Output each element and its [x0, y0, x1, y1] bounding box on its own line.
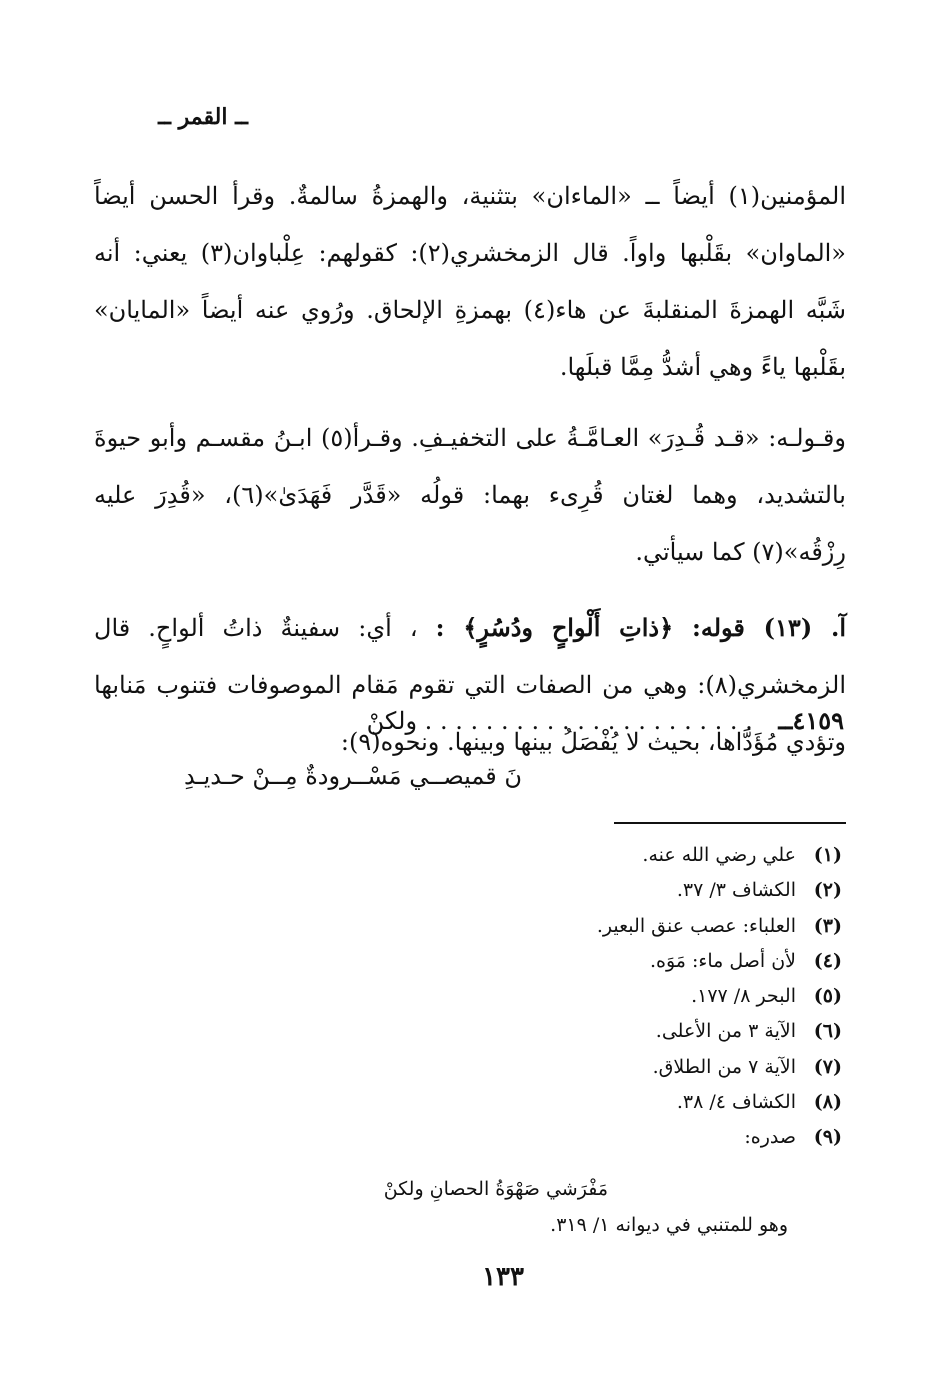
footnote-number: (١) — [813, 844, 842, 866]
footnote-source: وهو للمتنبي في ديوانه ١/ ٣١٩. — [550, 1214, 788, 1236]
footnote-text: الآية ٧ من الطلاق. — [652, 1055, 796, 1078]
footnote-item — [282, 979, 842, 1014]
footnote-text: الكشاف ٣/ ٣٧. — [676, 879, 796, 902]
paragraph-1: المؤمنين(١) أيضاً ــ «الماءان» بتثنية، والهمزةُ سالمةٌ. وقرأ الحسن أيضاً «الماوان» بقَلْبها واواً. قال الزمخشري(٢): كقولهم: عِلْباوان(٣) يعني: أنه شَبَّه الهمزةَ المنقلبةَ عن هاء(٤) بهمزةِ الإلحاق. ورُوي عنه أيضاً «المايان» بقَلْبها ياءً وهي أشدُّ مِمَّا قبلَها. — [94, 182, 846, 381]
footnote-item — [282, 909, 842, 944]
footnote-text: لأن أصل ماء: مَوَه. — [650, 949, 796, 972]
paragraph-2: وقـولـه: «قـد قُـدِرَ» العـامَّـةُ على التخفيـفِ. وقـرأ(٥) ابـنُ مقسـم وأبو حيوةَ بالتشديد، وهما لغتان قُرِىء بهما: قولُه «قَدَّر فَهَدَىٰ»(٦)، «قُدِرَ عليه رِزْقُه»(٧) كما سيأتي. — [94, 424, 846, 566]
footnote-item — [282, 1120, 842, 1155]
poem-number: ٤١٥٩ــ — [778, 706, 844, 735]
footnote-divider — [614, 822, 846, 824]
footnote-item — [282, 944, 842, 979]
footnote-item — [282, 1014, 842, 1049]
footnote-text: صدره: — [744, 1126, 796, 1149]
poem-hemistich-1: . . . . . . . . . . . . . . . . . . . . . . ولكنْ — [366, 707, 753, 735]
footnote-text: علي رضي الله عنه. — [642, 844, 796, 866]
footnote-item — [282, 1085, 842, 1120]
paragraph-3 — [94, 599, 846, 771]
footnote-text: البحر ٨/ ١٧٧. — [691, 985, 796, 1008]
footnote-item — [282, 1050, 842, 1085]
footnote-number: (٦) — [813, 1020, 842, 1043]
footnote-text: الكشاف ٤/ ٣٨. — [676, 1091, 796, 1114]
footnote-text: الآية ٣ من الأعلى. — [655, 1020, 796, 1043]
verse-heading: آ. (١٣) قوله: ﴿ذاتِ أَلْواحٍ ودُسُرٍ﴾ : — [435, 613, 846, 642]
poem-line-1 — [144, 706, 844, 735]
footnote-number: (٧) — [813, 1055, 842, 1078]
footnote-item — [282, 838, 842, 873]
footnote-number: (٣) — [813, 914, 842, 937]
poem-line-2: نَ قميصــي مَسْــرودةٌ مِــنْ حـديـدِ — [184, 762, 522, 790]
page-number: ١٣٣ — [482, 1262, 524, 1292]
footnote-number: (٩) — [813, 1126, 842, 1149]
footnote-text: العلباء: عصب عنق البعير. — [596, 914, 796, 937]
footnote-number: (٥) — [813, 985, 842, 1008]
verse-commentary: ، أي: سفينةٌ ذاتُ ألواحٍ. قال الزمخشري(٨): وهي من الصفات التي تقوم مَقام الموصوفات فتنوب مَنابها وتؤدي مُؤَدَّاها، بحيث لا يُفْصَلُ بينها وبينها. ونحوه(٩): — [94, 614, 846, 756]
main-text — [94, 168, 846, 771]
footnote-number: (٢) — [813, 879, 842, 902]
footnote-verse: مَفْرَشي صَهْوَةُ الحصانِ ولكنْ — [383, 1178, 608, 1200]
footnote-number: (٤) — [813, 949, 842, 972]
footnote-item — [282, 873, 842, 908]
running-header: ــ القمر ــ — [158, 104, 248, 130]
footnote-list — [282, 838, 842, 1156]
footnote-number: (٨) — [813, 1091, 842, 1114]
